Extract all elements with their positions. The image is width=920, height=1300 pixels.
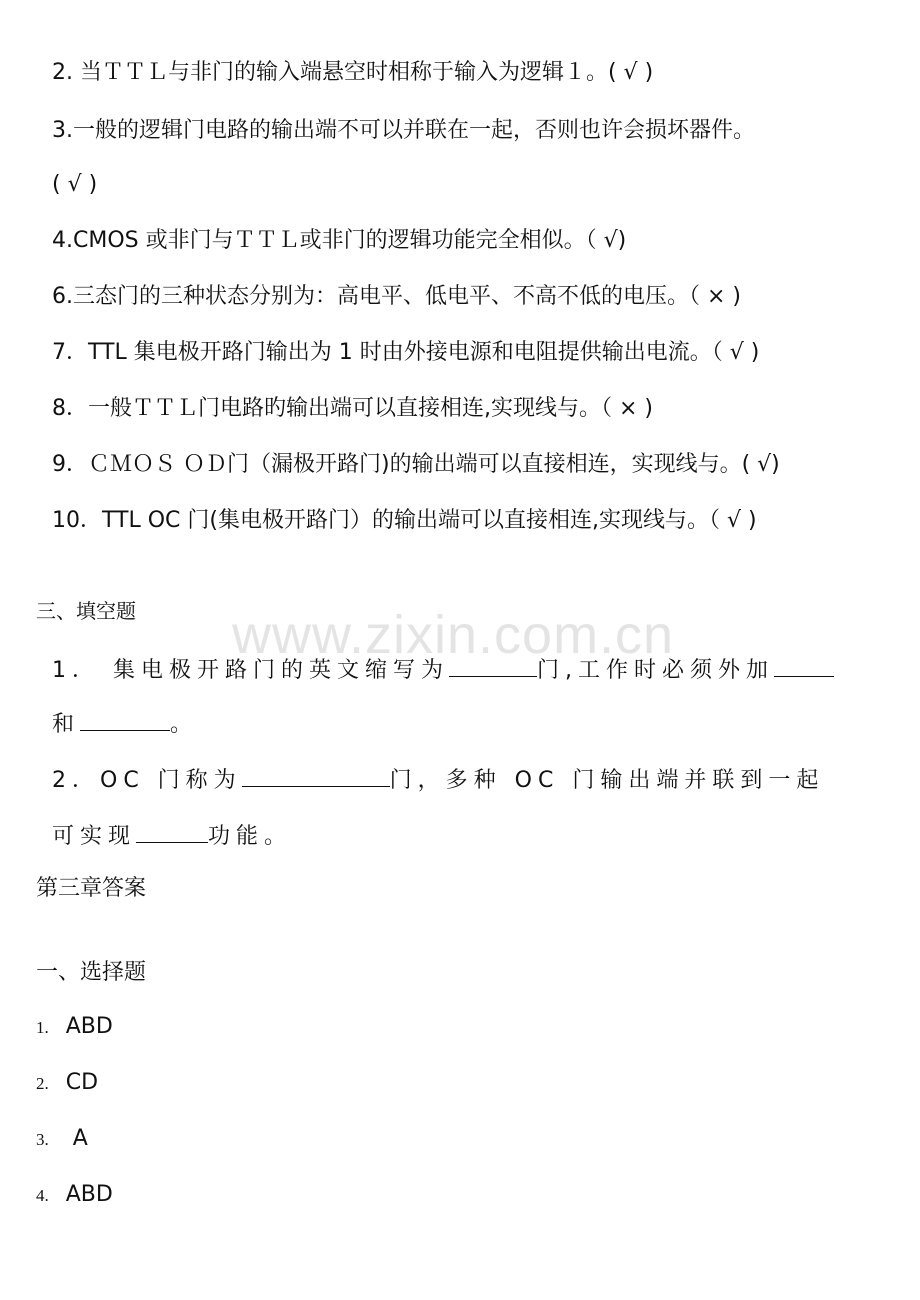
answer-number: 4.: [36, 1186, 49, 1205]
section-heading: 一、选择题: [36, 960, 147, 985]
judge-item: ( √ ): [52, 172, 98, 197]
answer-value: ABD: [65, 1014, 113, 1039]
judge-item: 7．TTL 集电极开路门输出为 1 时由外接电源和电阻提供输出电流。（ √ ): [52, 340, 760, 365]
chapter-title: 第三章答案: [36, 876, 147, 901]
fill-text: 功能。: [208, 824, 293, 849]
answer-blank: [449, 654, 537, 677]
judge-item: 8．一般ＴＴＬ门电路旳输出端可以直接相连,实现线与。（ × ): [52, 396, 653, 421]
fill-question-2: [52, 764, 824, 796]
fill-question-1: [52, 654, 834, 686]
section-heading: 三、填空题: [36, 599, 136, 623]
fill-text: 。: [170, 712, 193, 737]
answer-item: [36, 1012, 113, 1043]
fill-question-2-cont: [52, 820, 292, 852]
answer-item: [36, 1180, 113, 1211]
judge-item: 2. 当ＴＴＬ与非门的输入端悬空时相称于输入为逻辑１。( √ ): [52, 60, 654, 85]
answer-blank: [774, 654, 834, 677]
judge-item: 3.一般的逻辑门电路的输出端不可以并联在一起，否则也许会损坏器件。: [52, 118, 755, 143]
fill-text: 门，多种 OC 门输出端并联到一起: [389, 768, 825, 793]
fill-text: 1． 集电极开路门的英文缩写为: [52, 658, 449, 683]
answer-value: A: [65, 1126, 88, 1151]
fill-text: 和: [52, 712, 75, 737]
judge-item: 6.三态门的三种状态分别为：高电平、低电平、不高不低的电压。（ × ): [52, 284, 741, 309]
fill-question-1-cont: [52, 708, 192, 740]
answer-blank: [136, 820, 208, 843]
judge-item: 10．TTL OC 门(集电极开路门）的输出端可以直接相连,实现线与。（ √ ): [52, 508, 757, 533]
answer-number: 1.: [36, 1018, 49, 1037]
fill-text: 2．OC 门称为: [52, 768, 242, 793]
answer-item: [36, 1068, 98, 1099]
judge-item: 4.CMOS 或非门与ＴＴＬ或非门的逻辑功能完全相似。（ √): [52, 228, 627, 253]
answer-number: 3.: [36, 1130, 49, 1149]
answer-number: 2.: [36, 1074, 49, 1093]
answer-item: [36, 1124, 88, 1155]
answer-value: ABD: [65, 1182, 113, 1207]
answer-blank: [80, 708, 170, 731]
answer-value: CD: [65, 1070, 99, 1095]
fill-text: 可实现: [52, 824, 137, 849]
watermark: www.zixin.com.cn: [232, 605, 675, 665]
judge-item: 9．ＣＭＯＳ ＯＤ门（漏极开路门)的输出端可以直接相连，实现线与。( √): [52, 452, 780, 477]
fill-text: 门,工作时必须外加: [537, 658, 774, 683]
answer-blank: [242, 764, 390, 787]
